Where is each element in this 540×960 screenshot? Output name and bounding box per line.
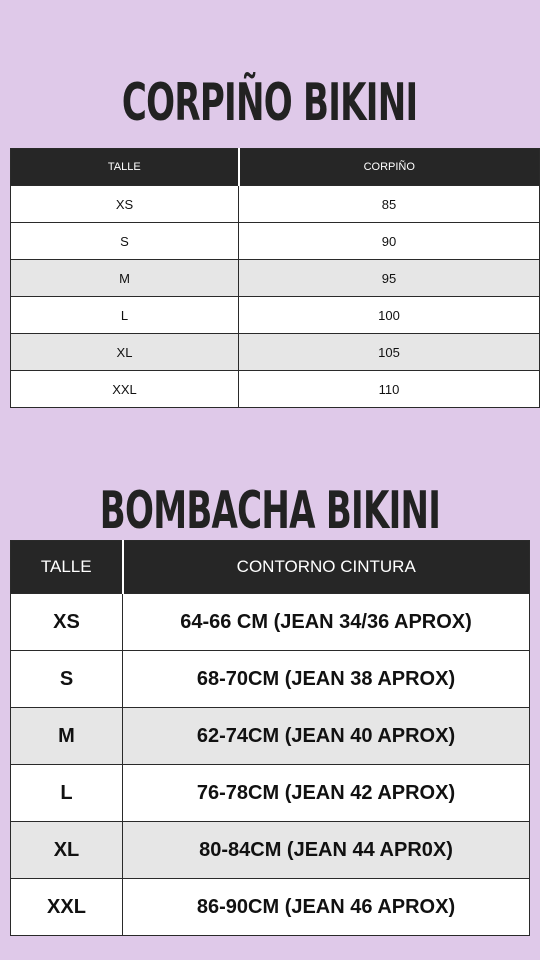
- table-row: [11, 651, 530, 708]
- table-row: [11, 186, 540, 223]
- header-talle: TALLE: [11, 149, 239, 186]
- bombacha-title: [0, 478, 540, 542]
- header-talle: TALLE: [11, 541, 123, 594]
- cell-value: 62-74CM (JEAN 40 APROX): [123, 708, 530, 765]
- cell-value: 80-84CM (JEAN 44 APR0X): [123, 822, 530, 879]
- table-row: [11, 879, 530, 936]
- cell-talle: S: [11, 223, 239, 260]
- cell-value: 64-66 CM (JEAN 34/36 APROX): [123, 594, 530, 651]
- table-row: [11, 594, 530, 651]
- corpino-title-text: CORPIÑO BIKINI: [122, 71, 418, 133]
- cell-talle: XS: [11, 594, 123, 651]
- header-contorno-cintura: CONTORNO CINTURA: [123, 541, 530, 594]
- table-row: [11, 822, 530, 879]
- table-row: [11, 260, 540, 297]
- bombacha-title-text: BOMBACHA BIKINI: [99, 479, 441, 541]
- cell-talle: L: [11, 297, 239, 334]
- cell-talle: XL: [11, 334, 239, 371]
- table-row: [11, 371, 540, 408]
- cell-value: 100: [239, 297, 540, 334]
- cell-talle: XL: [11, 822, 123, 879]
- table-row: [11, 297, 540, 334]
- table-row: [11, 223, 540, 260]
- cell-value: 110: [239, 371, 540, 408]
- cell-value: 105: [239, 334, 540, 371]
- cell-value: 68-70CM (JEAN 38 APROX): [123, 651, 530, 708]
- cell-value: 90: [239, 223, 540, 260]
- cell-talle: XXL: [11, 879, 123, 936]
- cell-talle: XXL: [11, 371, 239, 408]
- header-corpino: CORPIÑO: [239, 149, 540, 186]
- cell-talle: L: [11, 765, 123, 822]
- table-row: [11, 334, 540, 371]
- cell-talle: XS: [11, 186, 239, 223]
- corpino-title: [0, 70, 540, 134]
- cell-talle: M: [11, 260, 239, 297]
- cell-talle: S: [11, 651, 123, 708]
- bombacha-size-table: [10, 540, 530, 936]
- table-header-row: [11, 541, 530, 594]
- cell-value: 86-90CM (JEAN 46 APROX): [123, 879, 530, 936]
- cell-value: 95: [239, 260, 540, 297]
- table-row: [11, 765, 530, 822]
- cell-talle: M: [11, 708, 123, 765]
- table-header-row: [11, 149, 540, 186]
- corpino-size-table: [10, 148, 540, 408]
- table-row: [11, 708, 530, 765]
- cell-value: 85: [239, 186, 540, 223]
- cell-value: 76-78CM (JEAN 42 APROX): [123, 765, 530, 822]
